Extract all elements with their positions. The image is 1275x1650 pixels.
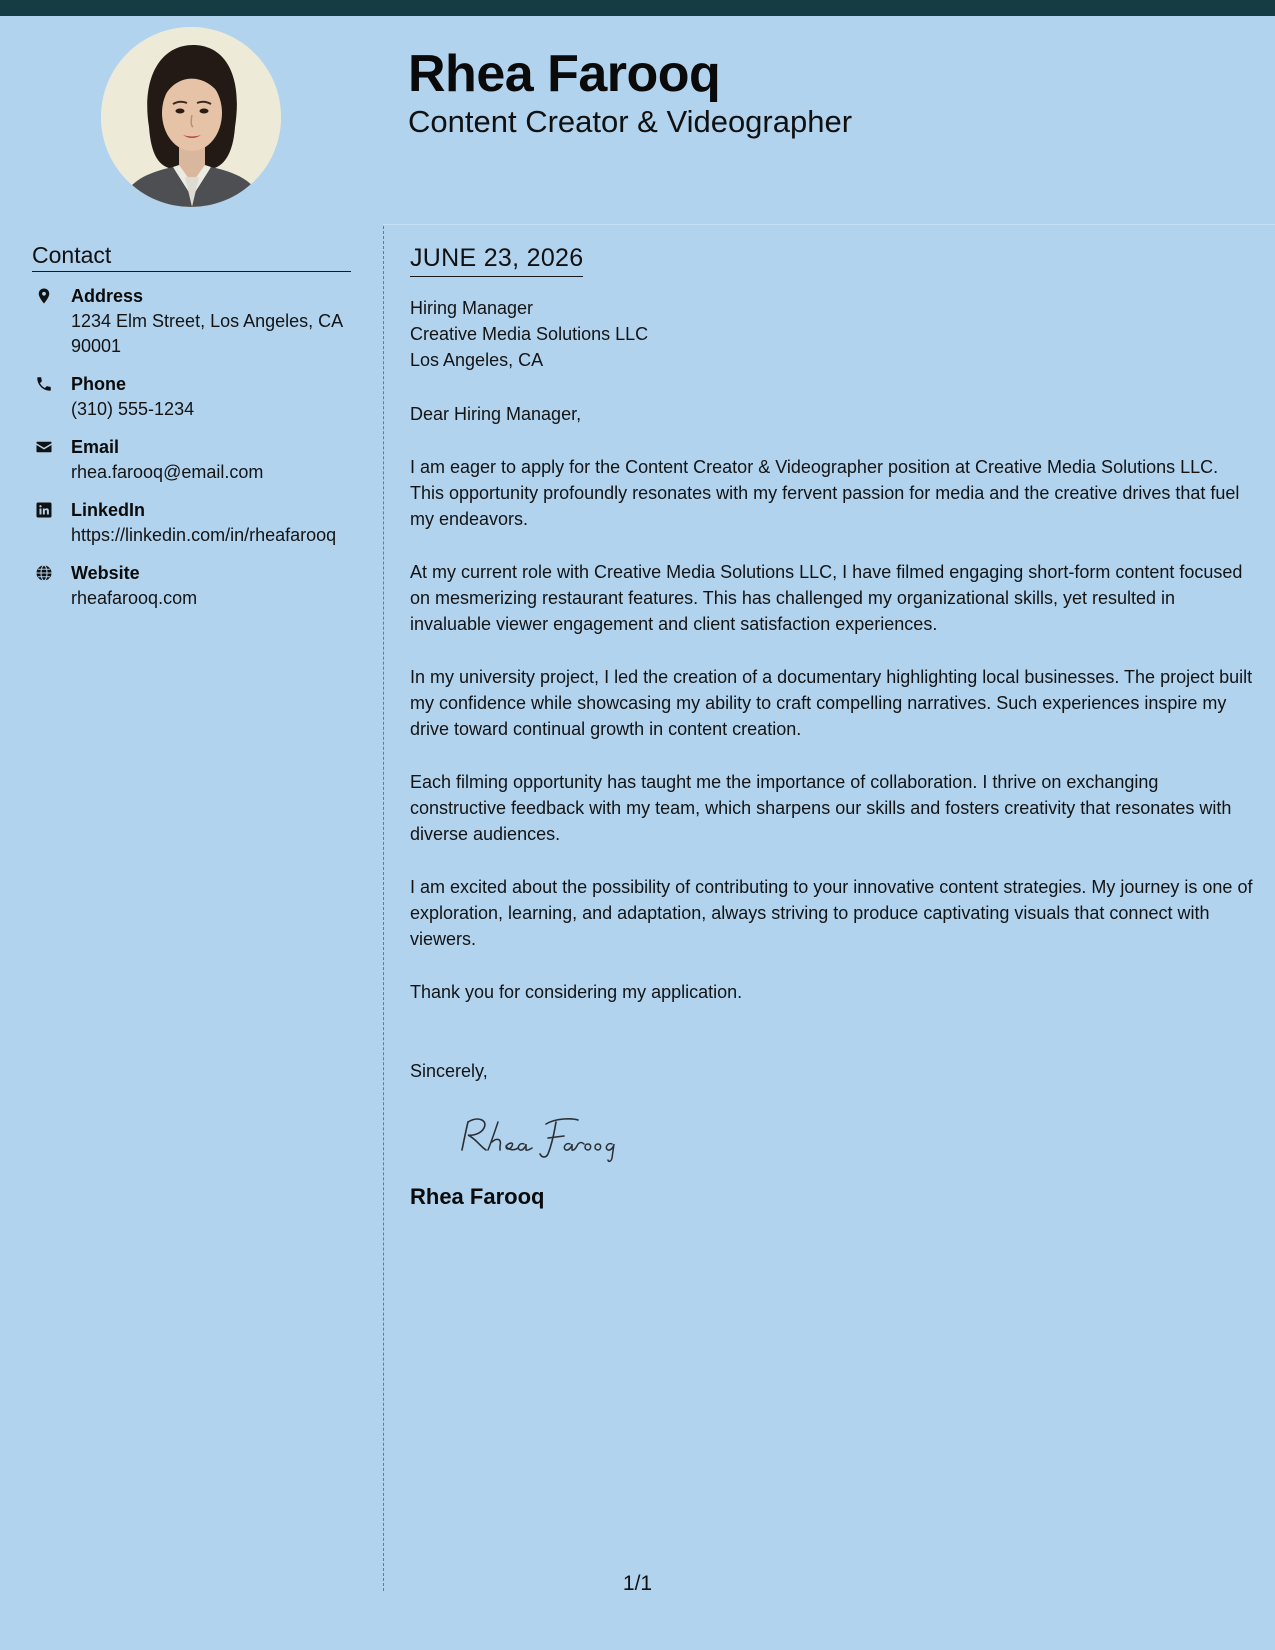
letter-paragraph: I am excited about the possibility of contributing to your innovative content strategies. My journey is one of exploration, learning, and adaptation, always striving to produce captivating visuals that connect with viewers. (410, 877, 1253, 949)
globe-icon (34, 563, 54, 583)
website-value[interactable]: rheafarooq.com (71, 588, 198, 608)
letter-paragraph: Each filming opportunity has taught me the importance of collaboration. I thrive on exchanging constructive feedback with my team, which sharpens our skills and fosters creativity that resonates with diverse audiences. (410, 772, 1232, 844)
contact-item-email (32, 435, 351, 485)
recipient-line: Los Angeles, CA (410, 350, 544, 370)
recipient-line: Hiring Manager (410, 298, 534, 318)
recipient-block (410, 295, 1255, 373)
letter-paragraph: In my university project, I led the creation of a documentary highlighting local businesses. The project built my confidence while showcasing my ability to craft compelling narratives. Such experiences inspire my drive toward continual growth in content creation. (410, 667, 1253, 739)
email-label: Email (71, 437, 120, 457)
page-number: 1/1 (622, 1572, 653, 1595)
column-divider (383, 226, 384, 1591)
letter-paragraph: At my current role with Creative Media Solutions LLC, I have filmed engaging short-form content focused on mesmerizing restaurant features. This has challenged my organizational skills, yet resulted in invaluable viewer engagement and client satisfaction experiences. (410, 562, 1243, 634)
signed-name: Rhea Farooq (410, 1184, 545, 1209)
email-value: rhea.farooq@email.com (71, 462, 264, 482)
letter-paragraph: I am eager to apply for the Content Creator & Videographer position at Creative Media Solutions LLC. This opportunity profoundly resonates with my fervent passion for media and the creative drives that fuel my endeavors. (410, 457, 1240, 529)
contact-item-address (32, 284, 351, 359)
letter-body (410, 240, 1255, 1212)
closing: Sincerely, (410, 1061, 488, 1081)
address-value: 1234 Elm Street, Los Angeles, CA 90001 (71, 311, 343, 356)
contact-item-phone (32, 372, 351, 422)
top-accent-bar (0, 0, 1275, 16)
phone-label: Phone (71, 374, 127, 394)
contact-item-linkedin (32, 498, 351, 548)
recipient-line: Creative Media Solutions LLC (410, 324, 649, 344)
location-pin-icon (34, 286, 54, 306)
handwritten-signature (448, 1106, 648, 1166)
address-label: Address (71, 286, 144, 306)
website-label: Website (71, 563, 140, 583)
letter-date: JUNE 23, 2026 (410, 240, 583, 277)
phone-value: (310) 555-1234 (71, 399, 195, 419)
job-title: Content Creator & Videographer (408, 104, 853, 139)
contact-sidebar (32, 240, 351, 624)
avatar (101, 27, 281, 207)
envelope-icon (34, 437, 54, 457)
header-divider (383, 224, 1275, 225)
contact-item-website (32, 561, 351, 611)
contact-heading: Contact (32, 240, 351, 272)
salutation: Dear Hiring Manager, (410, 404, 582, 424)
linkedin-label: LinkedIn (71, 500, 146, 520)
linkedin-icon (34, 500, 54, 520)
linkedin-value[interactable]: https://linkedin.com/in/rheafarooq (71, 525, 337, 545)
applicant-name: Rhea Farooq (408, 45, 721, 103)
profile-photo-icon (101, 27, 281, 207)
letter-paragraph: Thank you for considering my application. (410, 982, 743, 1002)
phone-icon (34, 374, 54, 394)
